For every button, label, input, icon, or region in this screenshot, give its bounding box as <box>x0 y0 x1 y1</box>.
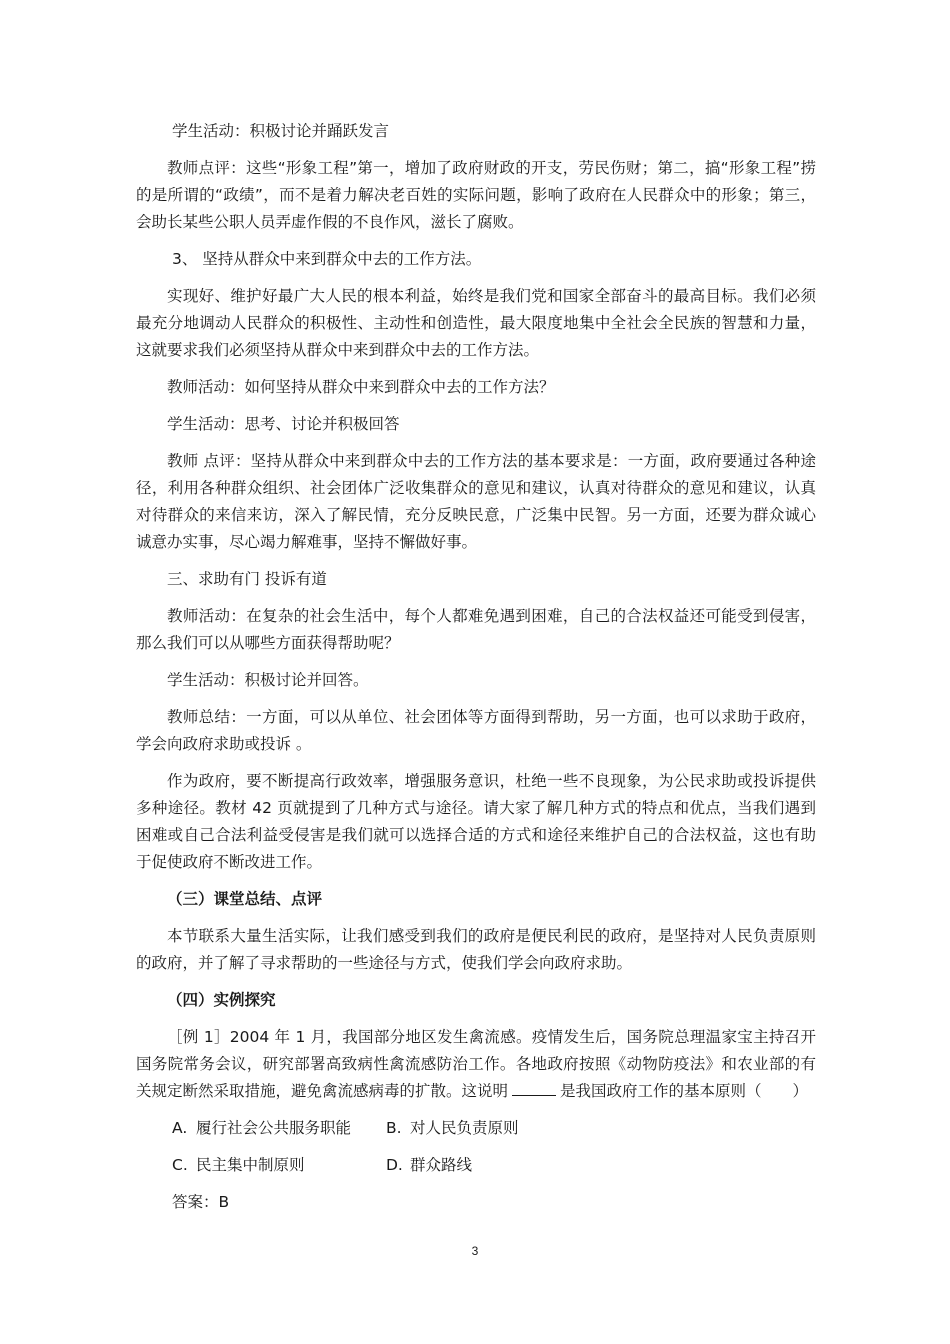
paragraph: 学生活动：积极讨论并踊跃发言 <box>172 122 390 140</box>
paragraph: 学生活动：积极讨论并回答。 <box>167 671 369 689</box>
section-heading: （三）课堂总结、点评 <box>167 890 323 908</box>
option-c: C. 民主集中制原则 <box>172 1156 305 1174</box>
paragraph: 教师总结：一方面，可以从单位、社会团体等方面得到帮助，另一方面，也可以求助于政府，学会向政府求助或投诉 。 <box>136 708 816 753</box>
paragraph: 作为政府，要不断提高行政效率，增强服务意识，杜绝一些不良现象，为公民求助或投诉提供多种途径。教材 42 页就提到了几种方式与途径。请大家了解几种方式的特点和优点，当我们遇到困难或自己合法利益受侵害是我们就可以选择合适的方式和途径来维护自己的合法权益，这也有助于促使政府不断改进工作。 <box>136 772 816 871</box>
answer: 答案：B <box>172 1193 230 1211</box>
option-b: B. 对人民负责原则 <box>386 1119 519 1137</box>
paragraph: 学生活动：思考、讨论并积极回答 <box>167 415 400 433</box>
paragraph: 教师活动：在复杂的社会生活中，每个人都难免遇到困难，自己的合法权益还可能受到侵害，那么我们可以从哪些方面获得帮助呢？ <box>136 607 816 652</box>
paragraph: 3、 坚持从群众中来到群众中去的工作方法。 <box>172 250 482 268</box>
example-question <box>136 1024 816 1105</box>
page-content <box>136 118 816 1226</box>
paragraph: 实现好、维护好最广大人民的根本利益，始终是我们党和国家全部奋斗的最高目标。我们必须最充分地调动人民群众的积极性、主动性和创造性，最大限度地集中全社会全民族的智慧和力量，这就要求我们必须坚持从群众中来到群众中去的工作方法。 <box>136 287 816 359</box>
paragraph: 三、求助有门 投诉有道 <box>167 570 327 588</box>
example-text: ［例 1］2004 年 1 月，我国部分地区发生禽流感。疫情发生后，国务院总理温家宝主持召开国务院常务会议，研究部署高致病性禽流感防治工作。各地政府按照《动物防疫法》和农业部的有关规定断然采取措施，避免禽流感病毒的扩散。这说明 <box>136 1028 816 1100</box>
summary-paragraph: 本节联系大量生活实际，让我们感受到我们的政府是便民利民的政府，是坚持对人民负责原则的政府，并了解了寻求帮助的一些途径与方式，使我们学会向政府求助。 <box>136 927 816 972</box>
example-text-tail: 是我国政府工作的基本原则（ ） <box>560 1082 809 1100</box>
paragraph: 教师 点评：坚持从群众中来到群众中去的工作方法的基本要求是：一方面，政府要通过各种途径，利用各种群众组织、社会团体广泛收集群众的意见和建议，认真对待群众的意见和建议，认真对待群众的来信来访，深入了解民情，充分反映民意，广泛集中民智。另一方面，还要为群众诚心诚意办实事，尽心竭力解难事，坚持不懈做好事。 <box>136 452 816 551</box>
paragraph: 教师活动：如何坚持从群众中来到群众中去的工作方法？ <box>167 378 555 396</box>
paragraph: 教师点评：这些“形象工程”第一，增加了政府财政的开支，劳民伤财；第二，搞“形象工程”捞的是所谓的“政绩”，而不是着力解决老百姓的实际问题，影响了政府在人民群众中的形象；第三，会助长某些公职人员弄虚作假的不良作风，滋长了腐败。 <box>136 159 816 231</box>
option-d: D. 群众路线 <box>386 1156 473 1174</box>
section-heading: （四）实例探究 <box>167 991 276 1009</box>
options-row <box>136 1152 816 1179</box>
option-a: A. 履行社会公共服务职能 <box>172 1119 352 1137</box>
options-row <box>136 1115 816 1142</box>
page-number: 3 <box>471 1244 479 1258</box>
answer-blank <box>512 1078 556 1096</box>
